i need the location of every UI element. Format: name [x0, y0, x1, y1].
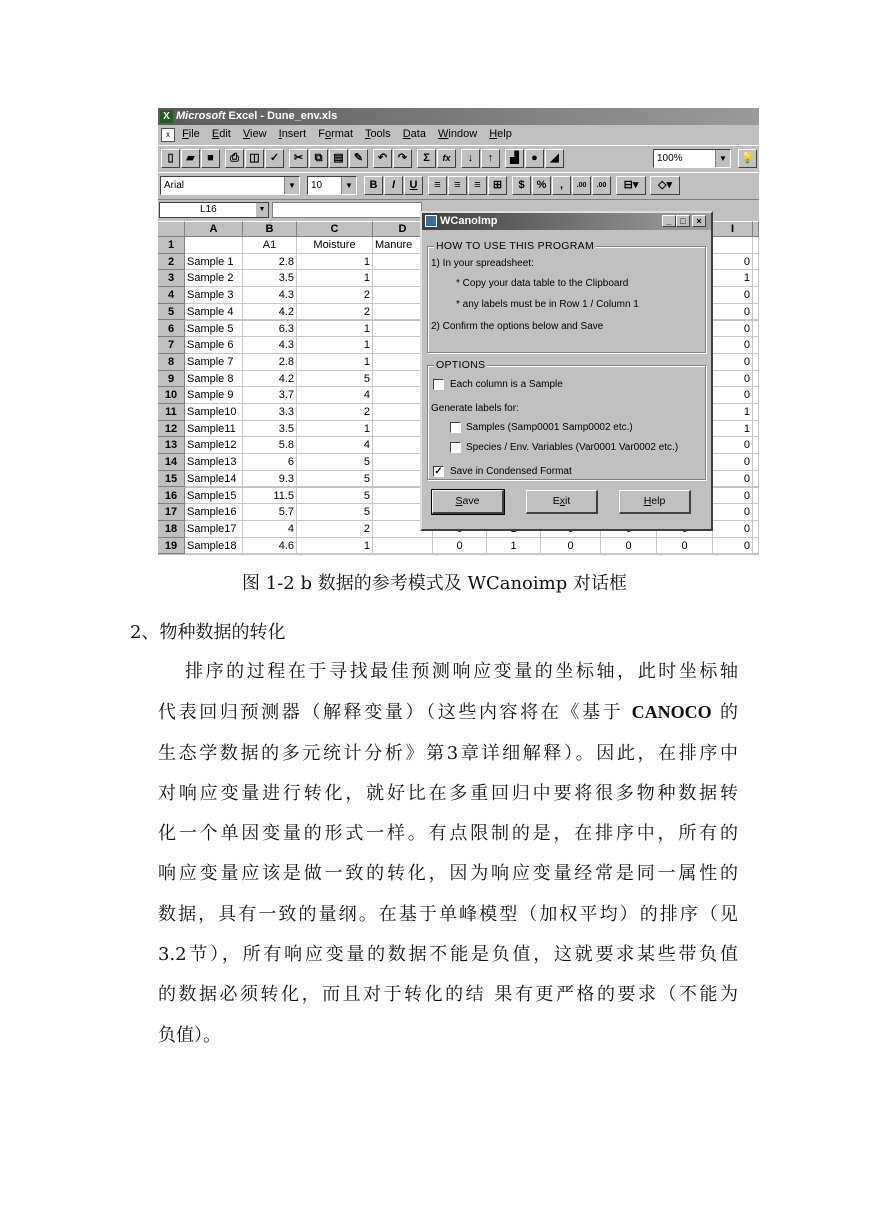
table-cell[interactable]: 2: [297, 287, 373, 304]
paragraph-line-7: 数据，具有一致的量纲。在基于单峰模型（加权平均）的排序（见: [158, 903, 738, 925]
table-cell[interactable]: 0: [713, 538, 753, 555]
italic-button[interactable]: I: [384, 176, 403, 195]
undo-icon[interactable]: ↶: [373, 149, 392, 168]
table-cell[interactable]: 6: [243, 454, 297, 471]
table-cell[interactable]: 2.8: [243, 354, 297, 371]
table-cell[interactable]: 5: [297, 504, 373, 521]
menu-bar: [158, 125, 759, 144]
menu-insert[interactable]: Insert: [278, 128, 307, 140]
table-cell[interactable]: 6.3: [243, 321, 297, 338]
dialog-title-bar: [422, 213, 711, 230]
table-cell[interactable]: Sample 9: [185, 387, 243, 404]
paragraph-line-1: 排序的过程在于寻找最佳预测响应变量的坐标轴，此时坐标轴: [185, 661, 738, 682]
table-cell[interactable]: 2: [297, 404, 373, 421]
borders-icon[interactable]: ⊟▾: [616, 176, 646, 195]
table-cell[interactable]: Sample15: [185, 488, 243, 505]
table-cell[interactable]: [753, 371, 759, 388]
table-cell[interactable]: [753, 287, 759, 304]
tip-wizard-icon[interactable]: 💡: [738, 149, 757, 168]
table-cell[interactable]: [753, 454, 759, 471]
column-header-j[interactable]: [753, 221, 759, 237]
menu-tools[interactable]: Tools: [364, 128, 391, 140]
table-cell[interactable]: [373, 538, 433, 555]
table-cell[interactable]: [753, 504, 759, 521]
standard-toolbar: [158, 145, 759, 173]
condensed-checkbox[interactable]: ✓: [434, 466, 443, 477]
table-cell[interactable]: Sample10: [185, 404, 243, 421]
table-cell[interactable]: Moisture: [297, 237, 373, 254]
table-cell[interactable]: 9.3: [243, 471, 297, 488]
body-paragraph: [158, 652, 738, 1056]
table-cell[interactable]: 1: [297, 254, 373, 271]
table-cell[interactable]: [753, 538, 759, 555]
comma-button[interactable]: ,: [552, 176, 571, 195]
format-painter-icon[interactable]: ✎: [349, 149, 368, 168]
step-1-text: 1) In your spreadsheet:: [431, 258, 534, 269]
table-cell[interactable]: 11.5: [243, 488, 297, 505]
maximize-icon[interactable]: □: [676, 215, 690, 227]
table-cell[interactable]: 4.2: [243, 371, 297, 388]
table-cell[interactable]: Sample 6: [185, 337, 243, 354]
table-cell[interactable]: Sample13: [185, 454, 243, 471]
menu-data[interactable]: Data: [402, 128, 426, 140]
table-cell[interactable]: [753, 471, 759, 488]
font-size-select[interactable]: [307, 176, 357, 195]
table-cell[interactable]: 4: [243, 521, 297, 538]
table-cell[interactable]: 0: [713, 437, 753, 454]
table-cell[interactable]: [753, 521, 759, 538]
table-cell[interactable]: 5: [297, 488, 373, 505]
excel-title-bar: [158, 108, 759, 125]
menu-window[interactable]: Window: [438, 128, 478, 140]
excel-screenshot: [158, 108, 759, 555]
paragraph-line-5: 化一个单因变量的形式一样。有点限制的是，在排序中，所有的: [158, 823, 738, 845]
bullet-1-text: * Copy your data table to the Clipboard: [456, 278, 629, 289]
currency-button[interactable]: $: [512, 176, 531, 195]
paragraph-line-2c: 的: [711, 702, 738, 724]
name-box-value: L16: [200, 204, 217, 215]
fill-color-icon[interactable]: ◇▾: [650, 176, 680, 195]
condensed-label: Save in Condensed Format: [450, 466, 572, 477]
table-cell[interactable]: Manure: [373, 237, 433, 254]
table-cell[interactable]: Sample 7: [185, 354, 243, 371]
row-header[interactable]: 18: [158, 521, 185, 538]
table-cell[interactable]: [753, 304, 759, 321]
font-name-value: Arial: [164, 180, 185, 191]
exit-button[interactable]: [526, 490, 598, 514]
table-cell[interactable]: 4.6: [243, 538, 297, 555]
menu-format[interactable]: Format: [318, 128, 354, 140]
table-cell[interactable]: 1: [713, 270, 753, 287]
column-header-c[interactable]: C: [297, 221, 373, 237]
row-header[interactable]: 7: [158, 337, 185, 354]
table-cell[interactable]: Sample 3: [185, 287, 243, 304]
merge-center-icon[interactable]: ⊞: [488, 176, 507, 195]
table-cell[interactable]: 1: [487, 538, 541, 555]
how-to-group: [427, 240, 706, 353]
table-cell[interactable]: [753, 421, 759, 438]
table-cell[interactable]: Sample14: [185, 471, 243, 488]
table-cell[interactable]: 0: [713, 287, 753, 304]
table-cell[interactable]: 0: [433, 538, 487, 555]
print-icon[interactable]: ⎙: [225, 149, 244, 168]
row-header[interactable]: 10: [158, 387, 185, 404]
row-header[interactable]: 12: [158, 421, 185, 438]
table-cell[interactable]: 0: [713, 387, 753, 404]
column-header-b[interactable]: B: [243, 221, 297, 237]
chevron-down-icon[interactable]: ▼: [284, 177, 299, 194]
sort-descending-icon[interactable]: ↑: [481, 149, 500, 168]
paragraph-line-2: [158, 692, 738, 733]
paragraph-line-8: 3.2节），所有响应变量的数据不能是负值，这就要求某些带负值: [158, 944, 738, 966]
table-cell[interactable]: 4: [297, 387, 373, 404]
row-header[interactable]: 6: [158, 321, 185, 338]
name-box[interactable]: [159, 202, 269, 218]
underline-button[interactable]: U: [404, 176, 423, 195]
align-center-icon[interactable]: ≡: [448, 176, 467, 195]
generate-labels-text: Generate labels for:: [431, 403, 519, 414]
table-cell[interactable]: [753, 387, 759, 404]
save-label: ave: [462, 495, 480, 507]
table-cell[interactable]: 0: [713, 304, 753, 321]
align-left-icon[interactable]: ≡: [428, 176, 447, 195]
table-cell[interactable]: Sample11: [185, 421, 243, 438]
table-cell[interactable]: [753, 437, 759, 454]
table-cell[interactable]: 1: [713, 404, 753, 421]
table-cell[interactable]: 1: [297, 321, 373, 338]
paragraph-line-6: 响应变量应该是做一致的转化，因为响应变量经常是同一属性的: [158, 863, 738, 885]
paragraph-line-4: 对响应变量进行转化，就好比在多重回归中要将很多物种数据转: [158, 782, 738, 804]
save-button[interactable]: [432, 490, 504, 514]
select-all-corner[interactable]: [158, 221, 185, 237]
percent-button[interactable]: %: [532, 176, 551, 195]
cut-icon[interactable]: ✂: [289, 149, 308, 168]
samples-checkbox[interactable]: [450, 422, 461, 433]
table-cell[interactable]: 0: [713, 254, 753, 271]
menu-file[interactable]: File: [182, 128, 200, 140]
formatting-toolbar: [158, 172, 759, 200]
row-header[interactable]: 5: [158, 304, 185, 321]
map-icon[interactable]: ●: [525, 149, 544, 168]
close-icon[interactable]: ×: [692, 215, 706, 227]
redo-icon[interactable]: ↷: [393, 149, 412, 168]
help-button[interactable]: [619, 490, 691, 514]
chevron-down-icon[interactable]: ▼: [715, 150, 730, 167]
spelling-icon[interactable]: ✓: [265, 149, 284, 168]
font-size-value: 10: [311, 180, 323, 191]
decrease-decimal-button[interactable]: .00: [592, 176, 611, 195]
row-header[interactable]: 4: [158, 287, 185, 304]
open-folder-icon[interactable]: ▰: [181, 149, 200, 168]
table-cell[interactable]: [753, 404, 759, 421]
table-cell[interactable]: Sample 4: [185, 304, 243, 321]
table-cell[interactable]: 3.5: [243, 421, 297, 438]
table-cell[interactable]: 5: [297, 454, 373, 471]
document-icon[interactable]: x: [161, 128, 175, 142]
table-cell[interactable]: 5.7: [243, 504, 297, 521]
table-cell[interactable]: 4: [297, 437, 373, 454]
table-cell[interactable]: 0: [713, 454, 753, 471]
table-cell[interactable]: 0: [657, 538, 713, 555]
table-cell[interactable]: 1: [297, 337, 373, 354]
title-brand: Microsoft: [176, 110, 226, 122]
table-cell[interactable]: 3.3: [243, 404, 297, 421]
table-cell[interactable]: Sample16: [185, 504, 243, 521]
canoco-term: CANOCO: [631, 702, 712, 723]
table-cell[interactable]: [753, 254, 759, 271]
chevron-down-icon[interactable]: ▼: [256, 203, 268, 217]
step-2-text: 2) Confirm the options below and Save: [431, 321, 604, 332]
help-label: elp: [651, 495, 666, 507]
table-cell[interactable]: 0: [713, 354, 753, 371]
table-cell[interactable]: Sample18: [185, 538, 243, 555]
minimize-icon[interactable]: _: [662, 215, 676, 227]
table-cell[interactable]: 0: [541, 538, 601, 555]
table-cell[interactable]: 2: [297, 304, 373, 321]
each-column-checkbox[interactable]: [433, 379, 444, 390]
table-cell[interactable]: 5.8: [243, 437, 297, 454]
formula-input[interactable]: [272, 202, 422, 218]
row-header[interactable]: 14: [158, 454, 185, 471]
table-cell[interactable]: [753, 354, 759, 371]
row-header[interactable]: 19: [158, 538, 185, 555]
table-cell[interactable]: [753, 270, 759, 287]
table-cell[interactable]: [713, 237, 753, 254]
copy-icon[interactable]: ⧉: [309, 149, 328, 168]
table-cell[interactable]: 4.3: [243, 337, 297, 354]
excel-x-icon: X: [160, 110, 173, 123]
paragraph-line-2a: 代表回归预测器（解释变量）（这些内容将在《基于: [158, 702, 632, 724]
how-to-title: HOW TO USE THIS PROGRAM: [436, 240, 595, 252]
table-cell[interactable]: 1: [297, 354, 373, 371]
exit-label-1: E: [552, 495, 560, 507]
print-preview-icon[interactable]: ◫: [245, 149, 264, 168]
row-header[interactable]: 17: [158, 504, 185, 521]
function-wizard-icon[interactable]: fx: [437, 149, 456, 168]
column-header-i[interactable]: I: [713, 221, 753, 237]
table-cell[interactable]: 0: [713, 521, 753, 538]
options-group: [427, 359, 706, 480]
table-cell[interactable]: 0: [713, 371, 753, 388]
table-cell[interactable]: 2: [297, 521, 373, 538]
paragraph-line-9: 的数据必须转化，而且对于转化的结 果有更严格的要求（不能为: [158, 984, 738, 1006]
table-cell[interactable]: 0: [601, 538, 657, 555]
table-cell[interactable]: 0: [713, 504, 753, 521]
zoom-value: 100%: [657, 153, 683, 164]
dialog-title: WCanoImp: [440, 215, 498, 227]
row-header[interactable]: 2: [158, 254, 185, 271]
bold-button[interactable]: B: [364, 176, 383, 195]
table-cell[interactable]: 0: [713, 321, 753, 338]
save-mnemonic: S: [455, 495, 463, 507]
table-cell[interactable]: Sample 2: [185, 270, 243, 287]
menu-edit[interactable]: Edit: [211, 128, 231, 140]
table-cell[interactable]: 3.5: [243, 270, 297, 287]
table-cell[interactable]: 4.3: [243, 287, 297, 304]
zoom-select[interactable]: [653, 149, 731, 168]
table-cell[interactable]: 0: [713, 337, 753, 354]
table-cell[interactable]: Sample17: [185, 521, 243, 538]
save-disk-icon[interactable]: ■: [201, 149, 220, 168]
row-header[interactable]: 16: [158, 488, 185, 505]
menu-view[interactable]: View: [242, 128, 267, 140]
table-cell[interactable]: A1: [243, 237, 297, 254]
table-cell[interactable]: Sample 8: [185, 371, 243, 388]
paste-icon[interactable]: ▤: [329, 149, 348, 168]
paragraph-line-10: 负值）。: [158, 1024, 221, 1046]
table-cell[interactable]: 0: [713, 471, 753, 488]
table-cell[interactable]: 2.8: [243, 254, 297, 271]
increase-decimal-button[interactable]: .00: [572, 176, 591, 195]
row-header[interactable]: 15: [158, 471, 185, 488]
app-icon: [425, 215, 437, 227]
table-cell[interactable]: [753, 321, 759, 338]
table-cell[interactable]: [753, 337, 759, 354]
species-checkbox[interactable]: [450, 442, 461, 453]
table-cell[interactable]: Sample 1: [185, 254, 243, 271]
table-cell[interactable]: 0: [713, 488, 753, 505]
chevron-down-icon[interactable]: ▼: [341, 177, 356, 194]
column-header-d[interactable]: D: [373, 221, 433, 237]
table-cell[interactable]: Sample 5: [185, 321, 243, 338]
table-cell[interactable]: [185, 237, 243, 254]
paragraph-line-3: 生态学数据的多元统计分析》第3章详细解释）。因此，在排序中: [158, 742, 738, 764]
table-cell[interactable]: 1: [297, 538, 373, 555]
section-heading: 2、物种数据的转化: [130, 622, 286, 643]
options-title: OPTIONS: [436, 359, 486, 371]
row-header[interactable]: 3: [158, 270, 185, 287]
column-header-a[interactable]: A: [185, 221, 243, 237]
figure-caption: 图 1-2 b 数据的参考模式及 WCanoimp 对话框: [242, 573, 627, 594]
row-header[interactable]: 1: [158, 237, 185, 254]
table-cell[interactable]: 1: [297, 421, 373, 438]
row-header[interactable]: 11: [158, 404, 185, 421]
menu-help[interactable]: Help: [489, 128, 512, 140]
row-header[interactable]: 9: [158, 371, 185, 388]
samples-label: Samples (Samp0001 Samp0002 etc.): [466, 422, 633, 433]
table-cell[interactable]: [753, 488, 759, 505]
table-cell[interactable]: Sample12: [185, 437, 243, 454]
autosum-icon[interactable]: Σ: [417, 149, 436, 168]
title-filename: Excel - Dune_env.xls: [225, 110, 338, 122]
align-right-icon[interactable]: ≡: [468, 176, 487, 195]
table-cell[interactable]: [753, 237, 759, 254]
wcanoimp-dialog: [420, 211, 713, 531]
new-file-icon[interactable]: ▯: [161, 149, 180, 168]
table-cell[interactable]: 5: [297, 371, 373, 388]
row-header[interactable]: 8: [158, 354, 185, 371]
bullet-2-text: * any labels must be in Row 1 / Column 1: [456, 299, 639, 310]
table-cell[interactable]: 1: [297, 270, 373, 287]
table-cell[interactable]: 3.7: [243, 387, 297, 404]
exit-label-2: it: [565, 495, 571, 507]
table-cell[interactable]: 5: [297, 471, 373, 488]
drawing-icon[interactable]: ◢: [545, 149, 564, 168]
chart-wizard-icon[interactable]: ▟: [505, 149, 524, 168]
row-header[interactable]: 13: [158, 437, 185, 454]
table-cell[interactable]: 1: [713, 421, 753, 438]
species-label: Species / Env. Variables (Var0001 Var0002 etc.): [466, 442, 679, 453]
table-cell[interactable]: 4.2: [243, 304, 297, 321]
sort-ascending-icon[interactable]: ↓: [461, 149, 480, 168]
font-name-select[interactable]: [160, 176, 300, 195]
each-column-label: Each column is a Sample: [450, 379, 563, 390]
help-mnemonic: H: [643, 495, 652, 507]
exit-mnemonic: x: [559, 495, 565, 507]
